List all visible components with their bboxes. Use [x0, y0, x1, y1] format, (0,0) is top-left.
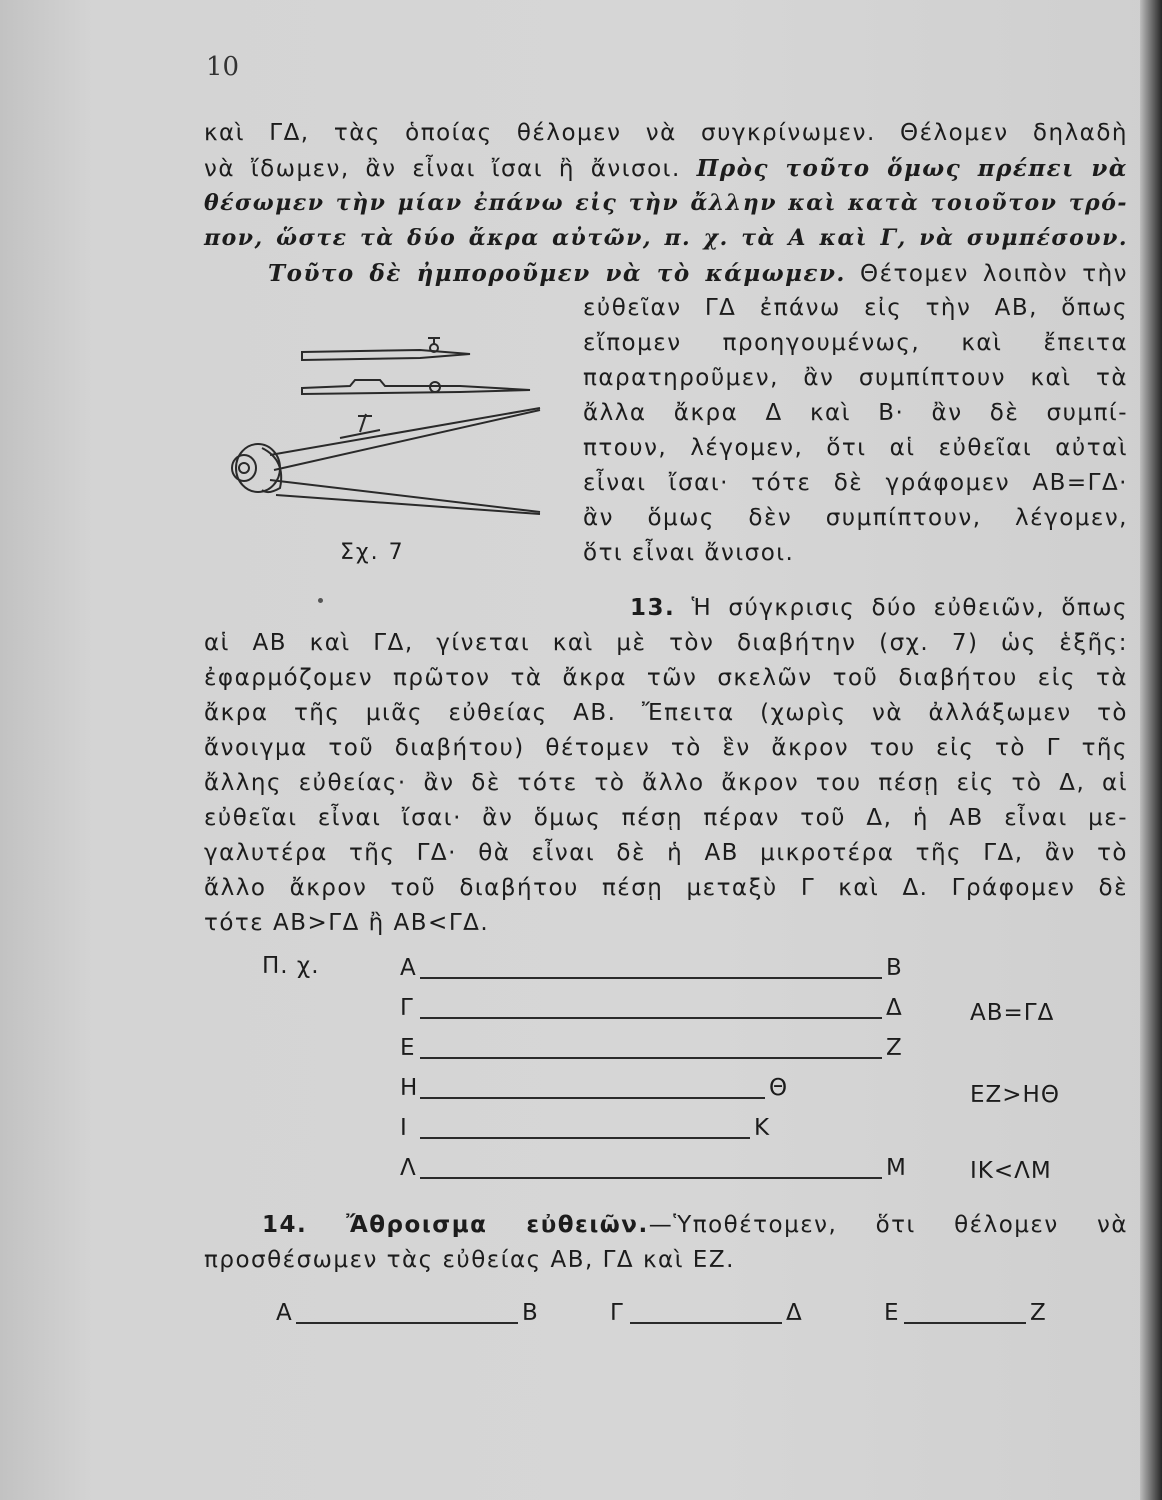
segment-rule [420, 1097, 765, 1099]
segment-rule [420, 1177, 882, 1179]
segment-end-label: Κ [754, 1115, 770, 1141]
italic-line: θέσωμεν τὴν μίαν ἐπάνω εἰς τὴν ἄλλην καὶ κατὰ τοιοῦτον τρό- [204, 190, 1128, 216]
segment-end-label: Μ [886, 1155, 906, 1181]
sum-line-segment [610, 1300, 810, 1330]
text-line: προσθέσωμεν τὰς εὐθείας ΑΒ, ΓΔ καὶ ΕΖ. [204, 1247, 735, 1273]
italic-span: Πρὸς τοῦτο ὅμως πρέπει νὰ [696, 155, 1128, 182]
segment-end-label: Ζ [1030, 1300, 1046, 1326]
segment-end-label: Β [522, 1300, 538, 1326]
line-segment [400, 1155, 910, 1185]
segment-end-label: Δ [886, 995, 902, 1021]
sum-line-segment [884, 1300, 1054, 1330]
text-line: τότε ΑΒ>ΓΔ ἢ ΑΒ<ΓΔ. [204, 910, 490, 936]
relation-text: ΕΖ>ΗΘ [970, 1082, 1060, 1108]
text-line: γαλυτέρα τῆς ΓΔ· θὰ εἶναι δὲ ἡ ΑΒ μικροτέρα τῆς ΓΔ, ἂν τὸ [204, 840, 1128, 866]
segment-rule [904, 1322, 1026, 1324]
book-spine-shadow [1140, 0, 1162, 1500]
text-span: Θέτομεν λοιπὸν τὴν [845, 261, 1129, 287]
text-span: —Ὑποθέτομεν, ὅτι θέλομεν νὰ [648, 1212, 1128, 1238]
segment-start-label: Α [400, 955, 416, 981]
compass-figure [220, 330, 560, 530]
segment-rule [420, 1137, 750, 1139]
section-number: 13. [630, 595, 676, 621]
text-line [204, 155, 1128, 182]
text-line: εὐθεῖαν ΓΔ ἐπάνω εἰς τὴν ΑΒ, ὅπως [583, 295, 1128, 321]
segment-rule [296, 1322, 518, 1324]
segment-start-label: Γ [400, 995, 413, 1021]
segment-end-label: Δ [786, 1300, 802, 1326]
segment-start-label: Α [276, 1300, 292, 1326]
example-label: Π. χ. [262, 953, 320, 979]
stray-mark [318, 598, 323, 603]
line-segment [400, 1035, 910, 1065]
text-line: ἄνοιγμα τοῦ διαβήτου) θέτομεν τὸ ἓν ἄκρον του εἰς τὸ Γ τῆς [204, 735, 1128, 761]
italic-line: πον, ὥστε τὰ δύο ἄκρα αὐτῶν, π. χ. τὰ Α καὶ Γ, νὰ συμπέσουν. [204, 225, 1128, 251]
text-line: εἴπομεν προηγουμένως, καὶ ἔπειτα [583, 330, 1128, 356]
section-number: 14. [262, 1212, 308, 1238]
text-line: ἄκρα τῆς μιᾶς εὐθείας ΑΒ. Ἔπειτα (χωρὶς νὰ ἀλλάξωμεν τὸ [204, 700, 1128, 726]
segment-rule [630, 1322, 782, 1324]
text-line [268, 260, 1128, 287]
text-line: εὐθεῖαι εἶναι ἴσαι· ἂν ὅμως πέσῃ πέραν τοῦ Δ, ἡ ΑΒ εἶναι με- [204, 805, 1128, 831]
figure-caption: Σχ. 7 [340, 540, 405, 565]
segment-start-label: Ε [884, 1300, 899, 1326]
line-segment [400, 1115, 778, 1145]
text-span: νὰ ἴδωμεν, ἂν εἶναι ἴσαι ἢ ἄνισοι. [204, 156, 697, 182]
line-segment [400, 955, 910, 985]
segment-rule [420, 1017, 882, 1019]
segment-rule [420, 1057, 882, 1059]
segment-end-label: Β [886, 955, 902, 981]
text-line: παρατηροῦμεν, ἂν συμπίπτουν καὶ τὰ [583, 365, 1128, 391]
relation-text: ΙΚ<ΛΜ [970, 1158, 1052, 1184]
segment-end-label: Ζ [886, 1035, 902, 1061]
text-line: εἶναι ἴσαι· τότε δὲ γράφομεν ΑΒ=ΓΔ· [583, 470, 1128, 496]
relation-text: ΑΒ=ΓΔ [970, 1000, 1055, 1026]
text-line: ἄλλης εὐθείας· ἂν δὲ τότε τὸ ἄλλο ἄκρον του πέσῃ εἰς τὸ Δ, αἱ [204, 770, 1128, 796]
line-segment [400, 995, 910, 1025]
sum-line-segment [276, 1300, 546, 1330]
text-line [262, 1212, 1128, 1238]
page-number: 10 [206, 52, 240, 82]
text-line: καὶ ΓΔ, τὰς ὁποίας θέλομεν νὰ συγκρίνωμεν. Θέλομεν δηλαδὴ [204, 120, 1128, 146]
text-line: ἄλλο ἄκρον τοῦ διαβήτου πέσῃ μεταξὺ Γ καὶ Δ. Γράφομεν δὲ [204, 875, 1128, 901]
text-span: Ἡ σύγκρισις δύο εὐθειῶν, ὅπως [675, 595, 1128, 621]
segment-rule [420, 977, 882, 979]
segment-start-label: Η [400, 1075, 418, 1101]
segment-start-label: Λ [400, 1155, 416, 1181]
segment-end-label: Θ [769, 1075, 788, 1101]
segment-start-label: Ε [400, 1035, 415, 1061]
text-line: ὅτι εἶναι ἄνισοι. [583, 540, 795, 566]
italic-span: Τοῦτο δὲ ἠμποροῦμεν νὰ τὸ κάμωμεν. [268, 260, 846, 287]
text-line: ἐφαρμόζομεν πρῶτον τὰ ἄκρα τῶν σκελῶν τοῦ διαβήτου εἰς τὰ [204, 665, 1128, 691]
segment-start-label: Ι [400, 1115, 407, 1141]
text-line [630, 595, 1128, 621]
line-segment [400, 1075, 793, 1105]
text-line: ἄλλα ἄκρα Δ καὶ Β· ἂν δὲ συμπί- [583, 400, 1128, 426]
segment-start-label: Γ [610, 1300, 623, 1326]
text-line: πτουν, λέγομεν, ὅτι αἱ εὐθεῖαι αὐταὶ [583, 435, 1128, 461]
text-line: αἱ ΑΒ καὶ ΓΔ, γίνεται καὶ μὲ τὸν διαβήτην (σχ. 7) ὡς ἑξῆς: [204, 630, 1128, 656]
section-title: Ἄθροισμα εὐθειῶν. [307, 1212, 649, 1238]
text-line: ἂν ὅμως δὲν συμπίπτουν, λέγομεν, [583, 505, 1128, 531]
